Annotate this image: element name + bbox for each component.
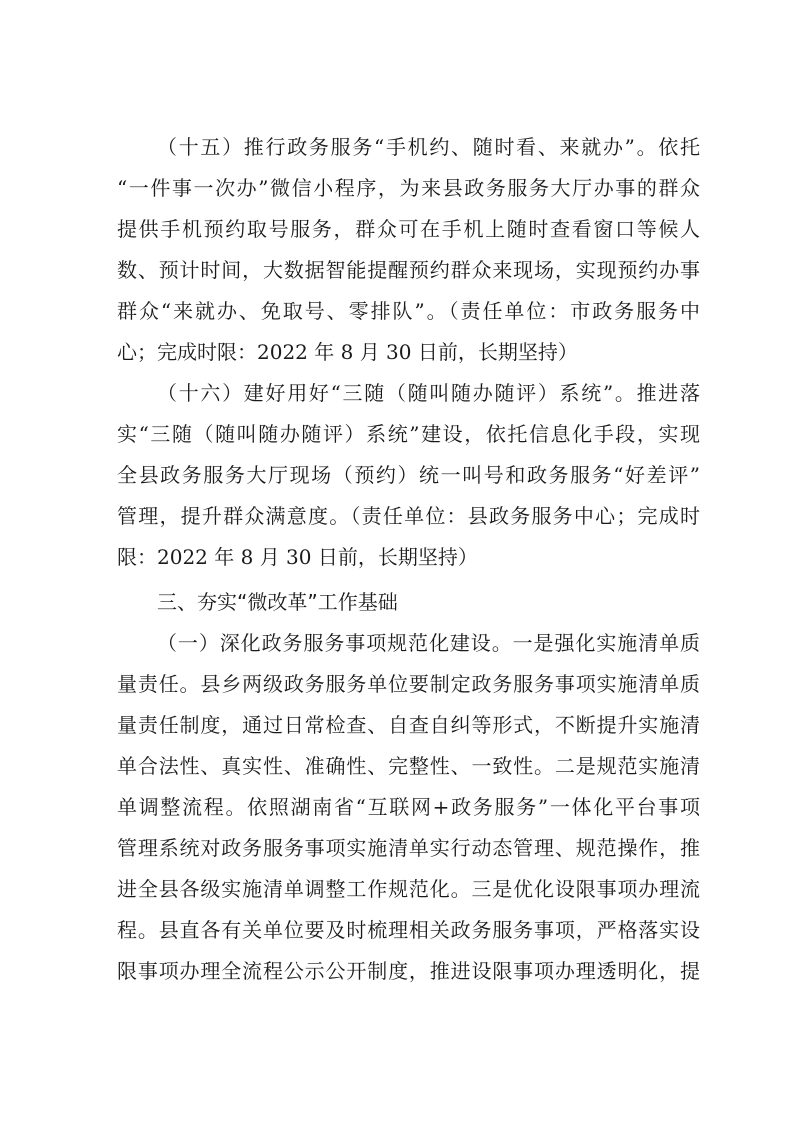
paragraph-s3-1-line-5: 单调整流程。依照湖南省“互联网+政务服务”一体化平台事项	[117, 795, 700, 819]
paragraph-16-line-5: 限：2022 年 8 月 30 日前，长期坚持）	[117, 545, 478, 569]
paragraph-s3-1-line-6: 管理系统对政务服务事项实施清单实行动态管理、规范操作，推	[117, 836, 700, 860]
paragraph-16-line-4: 管理，提升群众满意度。（责任单位：县政务服务中心；完成时	[117, 504, 700, 528]
section-heading: 三、夯实“微改革”工作基础	[157, 590, 398, 614]
paragraph-s3-1-line-3: 量责任制度，通过日常检查、自查自纠等形式，不断提升实施清	[117, 713, 700, 737]
paragraph-16-line-1: （十六）建好用好“三随（随叫随办随评）系统”。推进落	[157, 381, 700, 405]
paragraph-s3-1-line-7: 进全县各级实施清单调整工作规范化。三是优化设限事项办理流	[117, 877, 700, 901]
paragraph-15-line-4: 数、预计时间，大数据智能提醒预约群众来现场，实现预约办事	[117, 258, 700, 282]
paragraph-15-line-6: 心；完成时限：2022 年 8 月 30 日前，长期坚持）	[117, 340, 578, 364]
paragraph-16-line-3: 全县政务服务大厅现场（预约）统一叫号和政务服务“好差评”	[117, 463, 700, 487]
paragraph-16-line-2: 实“三随（随叫随办随评）系统”建设，依托信息化手段，实现	[117, 422, 700, 446]
paragraph-s3-1-line-9: 限事项办理全流程公示公开制度，推进设限事项办理透明化，提	[117, 959, 700, 983]
paragraph-15-line-5: 群众“来就办、免取号、零排队”。（责任单位：市政务服务中	[117, 299, 700, 323]
paragraph-s3-1-line-8: 程。县直各有关单位要及时梳理相关政务服务事项，严格落实设	[117, 918, 700, 942]
paragraph-15-line-1: （十五）推行政务服务“手机约、随时看、来就办”。依托	[157, 135, 700, 159]
paragraph-15-line-3: 提供手机预约取号服务，群众可在手机上随时查看窗口等候人	[117, 217, 700, 241]
paragraph-s3-1-line-1: （一）深化政务服务事项规范化建设。一是强化实施清单质	[157, 631, 700, 655]
paragraph-s3-1-line-2: 量责任。县乡两级政务服务单位要制定政务服务事项实施清单质	[117, 672, 700, 696]
paragraph-15-line-2: “一件事一次办”微信小程序，为来县政务服务大厅办事的群众	[117, 176, 700, 200]
paragraph-s3-1-line-4: 单合法性、真实性、准确性、完整性、一致性。二是规范实施清	[117, 754, 700, 778]
